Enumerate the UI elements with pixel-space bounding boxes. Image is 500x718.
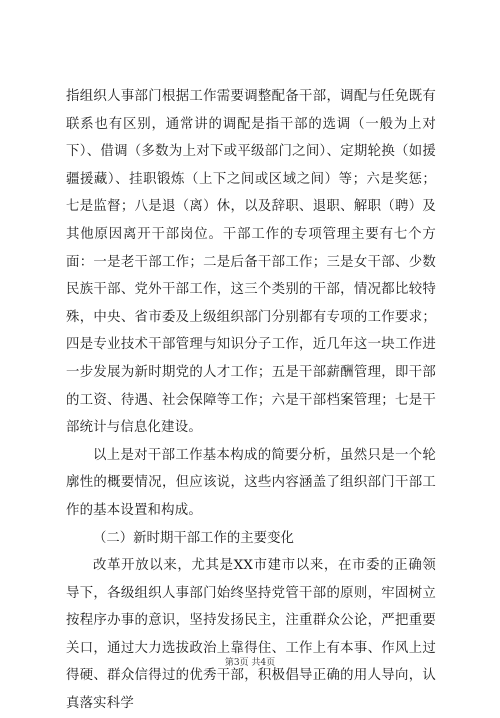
body-paragraph-1: 指组织人事部门根据工作需要调整配备干部，调配与任免既有联系也有区别，通常讲的调配是指干部的选调（一般为上对下）、借调（多数为上对下或平级部门之间）、定期轮换（如援疆援藏）、挂职锻炼（上下之间或区域之间）等；六是奖惩；七是监督；八是退（离）休，以及辞职、退职、解职（聘）及其他原因离开干部岗位。干部工作的专项管理主要有七个方面：一是老干部工作；二是后备干部工作；三是女干部、少数民族干部、党外干部工作，这三个类别的干部，情况都比较特殊，中央、省市委及上级组织部门分别都有专项的工作要求；四是专业技术干部管理与知识分子工作，近几年这一块工作进一步发展为新时期党的人才工作；五是干部薪酬管理，即干部的工资、待遇、社会保障等工作；六是干部档案管理；七是干部统计与信息化建设。 bbox=[66, 89, 436, 436]
body-paragraph-2: 以上是对干部工作基本构成的简要分析，虽然只是一个轮廓性的概要情况，但应该说，这些内容涵盖了组织部门干部工作的基本设置和构成。 bbox=[66, 447, 436, 518]
page-footer: 第3页 共4页 bbox=[224, 658, 276, 668]
body-paragraph-3: 改革开放以来，尤其是XX市建市以来，在市委的正确领导下，各级组织人事部门始终坚持党管干部的原则，牢固树立按程序办事的意识，坚持发扬民主，注重群众公论，严把重要关口，通过大力选拔政治上靠得住、工作上有本事、作风上过得硬、群众信得过的优秀干部，积极倡导正确的用人导向，认真落实科学 bbox=[66, 558, 436, 712]
section-subheading: （二）新时期干部工作的主要变化 bbox=[93, 530, 294, 546]
document-body bbox=[66, 83, 436, 718]
